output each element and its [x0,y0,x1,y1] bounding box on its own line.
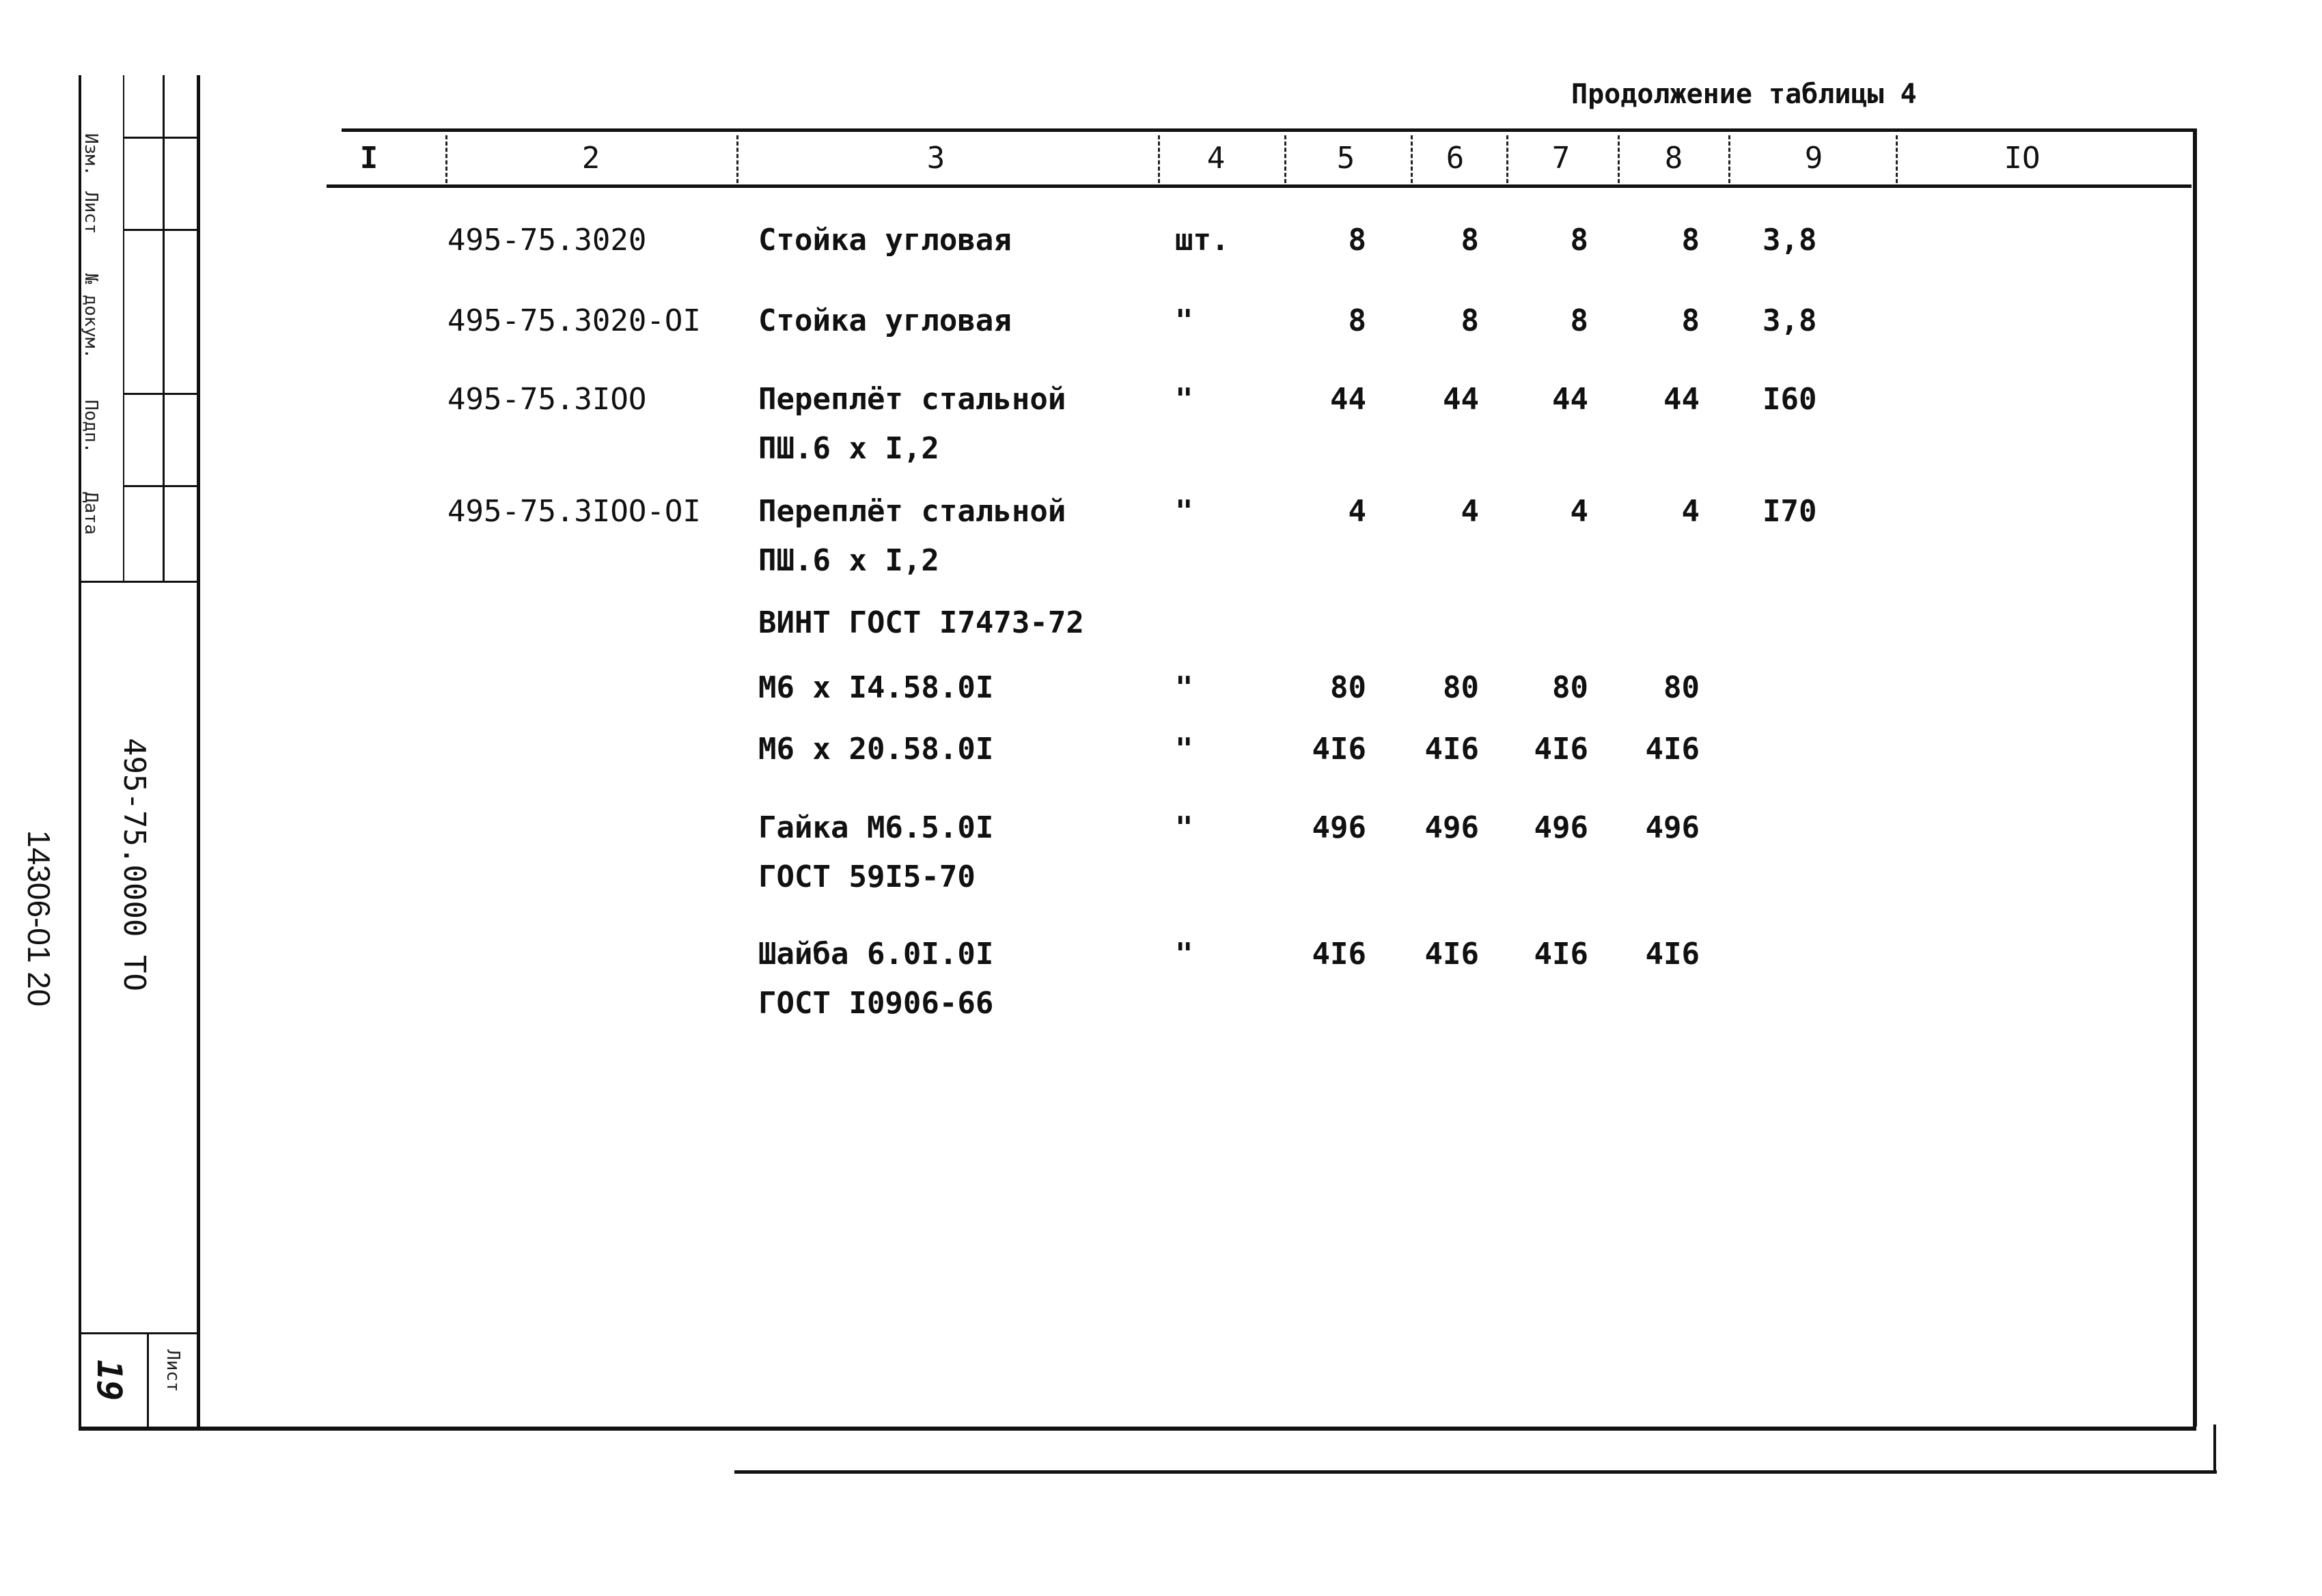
cell-c8: 4 [1681,494,1700,529]
col-header-8: 8 [1664,141,1683,176]
cell-code: 495-75.3IOO-OI [447,494,701,529]
col-header-10: IO [2004,141,2041,176]
cell-c8: 496 [1645,810,1700,845]
stamp-mid-line [123,75,124,581]
cell-name: Переплёт стальной [758,494,1066,529]
stamp-label-data: Дата [81,492,101,535]
cell-c6: 80 [1443,670,1479,705]
cell-name: ГОСТ 59I5-70 [758,859,976,894]
cell-c6: 4I6 [1424,732,1479,767]
cell-name: ГОСТ I0906-66 [758,986,994,1021]
cell-code: 495-75.3020 [447,223,647,258]
cell-name: Шайба 6.0I.0I [758,937,994,972]
margin-note: 14306-01 20 [21,830,57,1007]
cell-name: M6 x 20.58.0I [758,732,994,767]
cell-c7: 4 [1570,494,1588,529]
header-sep-4 [1284,135,1286,183]
frame-left-line [197,75,200,1428]
header-sep-7 [1618,135,1620,183]
cell-name: Стойка угловая [758,303,1012,338]
cell-c6: 44 [1443,382,1479,417]
cell-c6: 4I6 [1424,937,1479,972]
cell-unit: " [1175,732,1193,767]
cell-c5: 80 [1330,670,1366,705]
header-sep-8 [1728,135,1730,183]
frame-bottom-line [79,1427,2196,1431]
cell-unit: " [1175,937,1193,972]
cell-unit: " [1175,303,1193,338]
lower-offset-line [734,1470,2217,1474]
cell-c7: 4I6 [1534,937,1588,972]
cell-c7: 4I6 [1534,732,1588,767]
cell-name: ПШ.6 x I,2 [758,431,939,466]
frame-right-line [2193,128,2197,1427]
header-sep-2 [736,135,738,183]
col-header-3: 3 [926,141,945,176]
cell-c8: 44 [1663,382,1700,417]
stamp-sheet-label: Лист [163,1349,183,1392]
cell-c6: 8 [1461,303,1479,338]
stamp-row-2 [123,229,197,231]
cell-c5: 8 [1348,303,1366,338]
cell-name: M6 x I4.58.0I [758,670,994,705]
col-header-5: 5 [1336,141,1355,176]
cell-c8: 8 [1681,303,1700,338]
cell-c6: 4 [1461,494,1479,529]
cell-c8: 80 [1663,670,1700,705]
stamp-row-3 [123,393,197,395]
header-sep-1 [445,135,447,183]
stamp-sheet-divider [147,1332,149,1427]
cell-c6: 8 [1461,223,1479,258]
header-sep-5 [1411,135,1413,183]
cell-unit: " [1175,810,1193,845]
cell-c5: 8 [1348,223,1366,258]
cell-unit: " [1175,382,1193,417]
cell-c7: 8 [1570,303,1588,338]
col-header-4: 4 [1206,141,1226,176]
cell-code: 495-75.3020-OI [447,303,701,338]
cell-unit: шт. [1175,223,1230,258]
stamp-label-podp: Подп. [81,400,101,454]
cell-c8: 8 [1681,223,1700,258]
cell-c7: 80 [1552,670,1588,705]
cell-c9: I60 [1763,382,1817,417]
cell-code: 495-75.3IOO [447,382,647,417]
stamp-label-izm: Изм. [81,133,101,176]
stamp-doc-code: 495-75.0000 ТО [117,738,152,991]
cell-unit: " [1175,670,1193,705]
cell-c9: 3,8 [1763,223,1817,258]
table-caption: Продолжение таблицы 4 [1571,79,1917,110]
col-header-6: 6 [1446,141,1465,176]
cell-c7: 44 [1552,382,1588,417]
cell-name: Переплёт стальной [758,382,1066,417]
header-bottom-line [327,184,2192,188]
cell-name: ПШ.6 x I,2 [758,543,939,578]
stamp-row-1 [123,137,197,139]
cell-c7: 8 [1570,223,1588,258]
stamp-row-4 [123,485,197,487]
stamp-row-6 [79,1332,198,1334]
col-header-2: 2 [581,141,600,176]
stamp-label-doc: № докум. [81,273,101,359]
cell-c6: 496 [1424,810,1479,845]
col-header-1: I [359,141,378,176]
stamp-row-5 [79,581,198,583]
cell-c5: 44 [1330,382,1366,417]
cell-c5: 4 [1348,494,1366,529]
cell-c5: 496 [1312,810,1366,845]
cell-c9: I70 [1763,494,1817,529]
lower-right-tick [2213,1425,2216,1472]
col-header-7: 7 [1551,141,1571,176]
cell-c5: 4I6 [1312,732,1366,767]
header-sep-3 [1158,135,1160,183]
stamp-sheet-number: 19 [89,1360,129,1401]
cell-unit: " [1175,494,1193,529]
header-sep-6 [1506,135,1508,183]
cell-c5: 4I6 [1312,937,1366,972]
cell-c9: 3,8 [1763,303,1817,338]
cell-name: Гайка M6.5.0I [758,810,994,845]
header-sep-9 [1896,135,1898,183]
cell-name: Стойка угловая [758,223,1012,258]
cell-name: ВИНТ ГОСТ I7473-72 [758,605,1084,640]
col-header-9: 9 [1804,141,1823,176]
cell-c8: 4I6 [1645,732,1700,767]
stamp-label-list: Лист [81,191,101,234]
cell-c7: 496 [1534,810,1588,845]
stamp-inner-line [163,75,165,581]
frame-top-line [342,128,2193,132]
cell-c8: 4I6 [1645,937,1700,972]
